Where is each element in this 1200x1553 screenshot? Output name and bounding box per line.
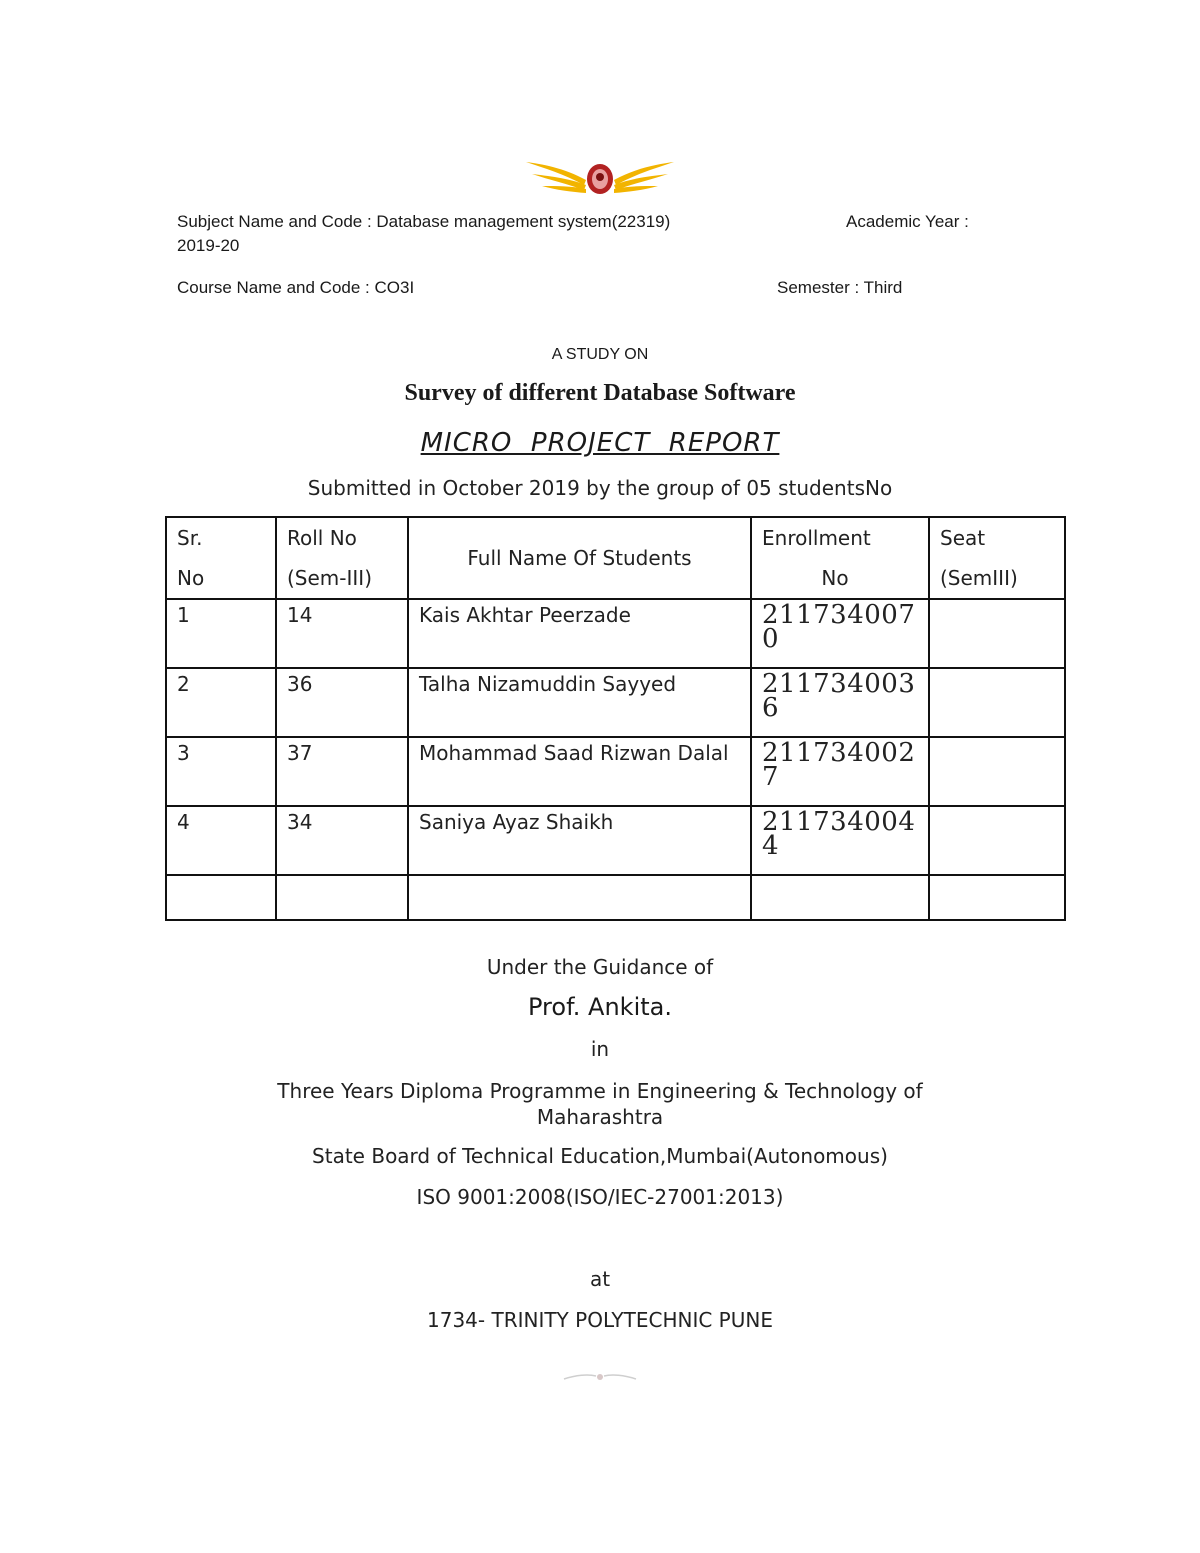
semester-line [777,278,902,298]
cell-enrollment: 2117340036 [751,668,929,737]
header-roll [276,517,408,599]
header-name [408,517,751,599]
students-table [165,516,1066,921]
cell-empty [408,875,751,920]
cell-name: Mohammad Saad Rizwan Dalal [408,737,751,806]
header-sr-line2: No [177,566,205,590]
table-row [166,668,1065,737]
cell-seat [929,599,1065,668]
institute-logo [524,158,676,196]
cell-roll: 37 [276,737,408,806]
study-label: A STUDY ON [551,346,649,363]
cell-roll: 14 [276,599,408,668]
subject-value: Database management system(22319) [376,212,671,231]
institute-line: 1734- TRINITY POLYTECHNIC PUNE [427,1308,773,1332]
course-line [177,278,414,298]
table-row [166,737,1065,806]
in-label: in [590,1037,610,1061]
cell-empty [929,875,1065,920]
subject-label: Subject Name and Code : [177,212,372,231]
submitted-line: Submitted in October 2019 by the group of 05 studentsNo [307,476,893,500]
cell-enrollment: 2117340044 [751,806,929,875]
cell-roll: 36 [276,668,408,737]
programme-line: Three Years Diploma Programme in Engineering & Technology of Maharashtra [277,1079,923,1129]
header-seat [929,517,1065,599]
cell-empty [166,875,276,920]
board-line: State Board of Technical Education,Mumbai(Autonomous) [312,1144,888,1168]
cell-empty [276,875,408,920]
table-row [166,806,1065,875]
right-wing [614,162,674,193]
cell-name: Kais Akhtar Peerzade [408,599,751,668]
header-sr-line1: Sr. [177,526,203,550]
semester-value: Third [863,278,903,297]
course-label: Course Name and Code : [177,278,370,297]
report-label: MICRO PROJECT REPORT [420,428,780,458]
header-roll-line1: Roll No [287,526,357,550]
table-header-row [166,517,1065,599]
cell-name: Saniya Ayaz Shaikh [408,806,751,875]
guide-name: Prof. Ankita. [528,993,672,1021]
cell-enrollment: 2117340070 [751,599,929,668]
cell-sr: 2 [166,668,276,737]
academic-year-label: Academic Year : [846,212,969,231]
cell-sr: 3 [166,737,276,806]
left-wing [526,162,586,193]
cell-seat [929,806,1065,875]
header-roll-line2: (Sem-III) [287,566,372,590]
header-seat-line1: Seat [940,526,986,550]
academic-year-value: 2019-20 [177,236,240,255]
cell-enrollment: 2117340027 [751,737,929,806]
header-seat-line2: (SemIII) [940,566,1018,590]
subject-line [177,212,670,232]
semester-label: Semester : [777,278,860,297]
at-label: at [589,1267,611,1291]
guidance-label: Under the Guidance of [486,955,714,979]
cell-empty [751,875,929,920]
header-sr [166,517,276,599]
cell-seat [929,668,1065,737]
report-heading [0,428,1200,458]
header-enrollment-line2: No [821,566,849,590]
cell-seat [929,737,1065,806]
course-value: CO3I [374,278,415,297]
cell-sr: 4 [166,806,276,875]
header-name-label: Full Name Of Students [467,546,692,570]
table-row-empty [166,875,1065,920]
header-enrollment-line1: Enrollment [762,526,871,550]
iso-line: ISO 9001:2008(ISO/IEC-27001:2013) [416,1185,784,1209]
cell-name: Talha Nizamuddin Sayyed [408,668,751,737]
cell-roll: 34 [276,806,408,875]
header-enrollment [751,517,929,599]
project-title: Survey of different Database Software [404,380,796,406]
faint-logo-fragment [562,1366,638,1376]
logo-emblem [587,164,613,194]
cell-sr: 1 [166,599,276,668]
table-row [166,599,1065,668]
